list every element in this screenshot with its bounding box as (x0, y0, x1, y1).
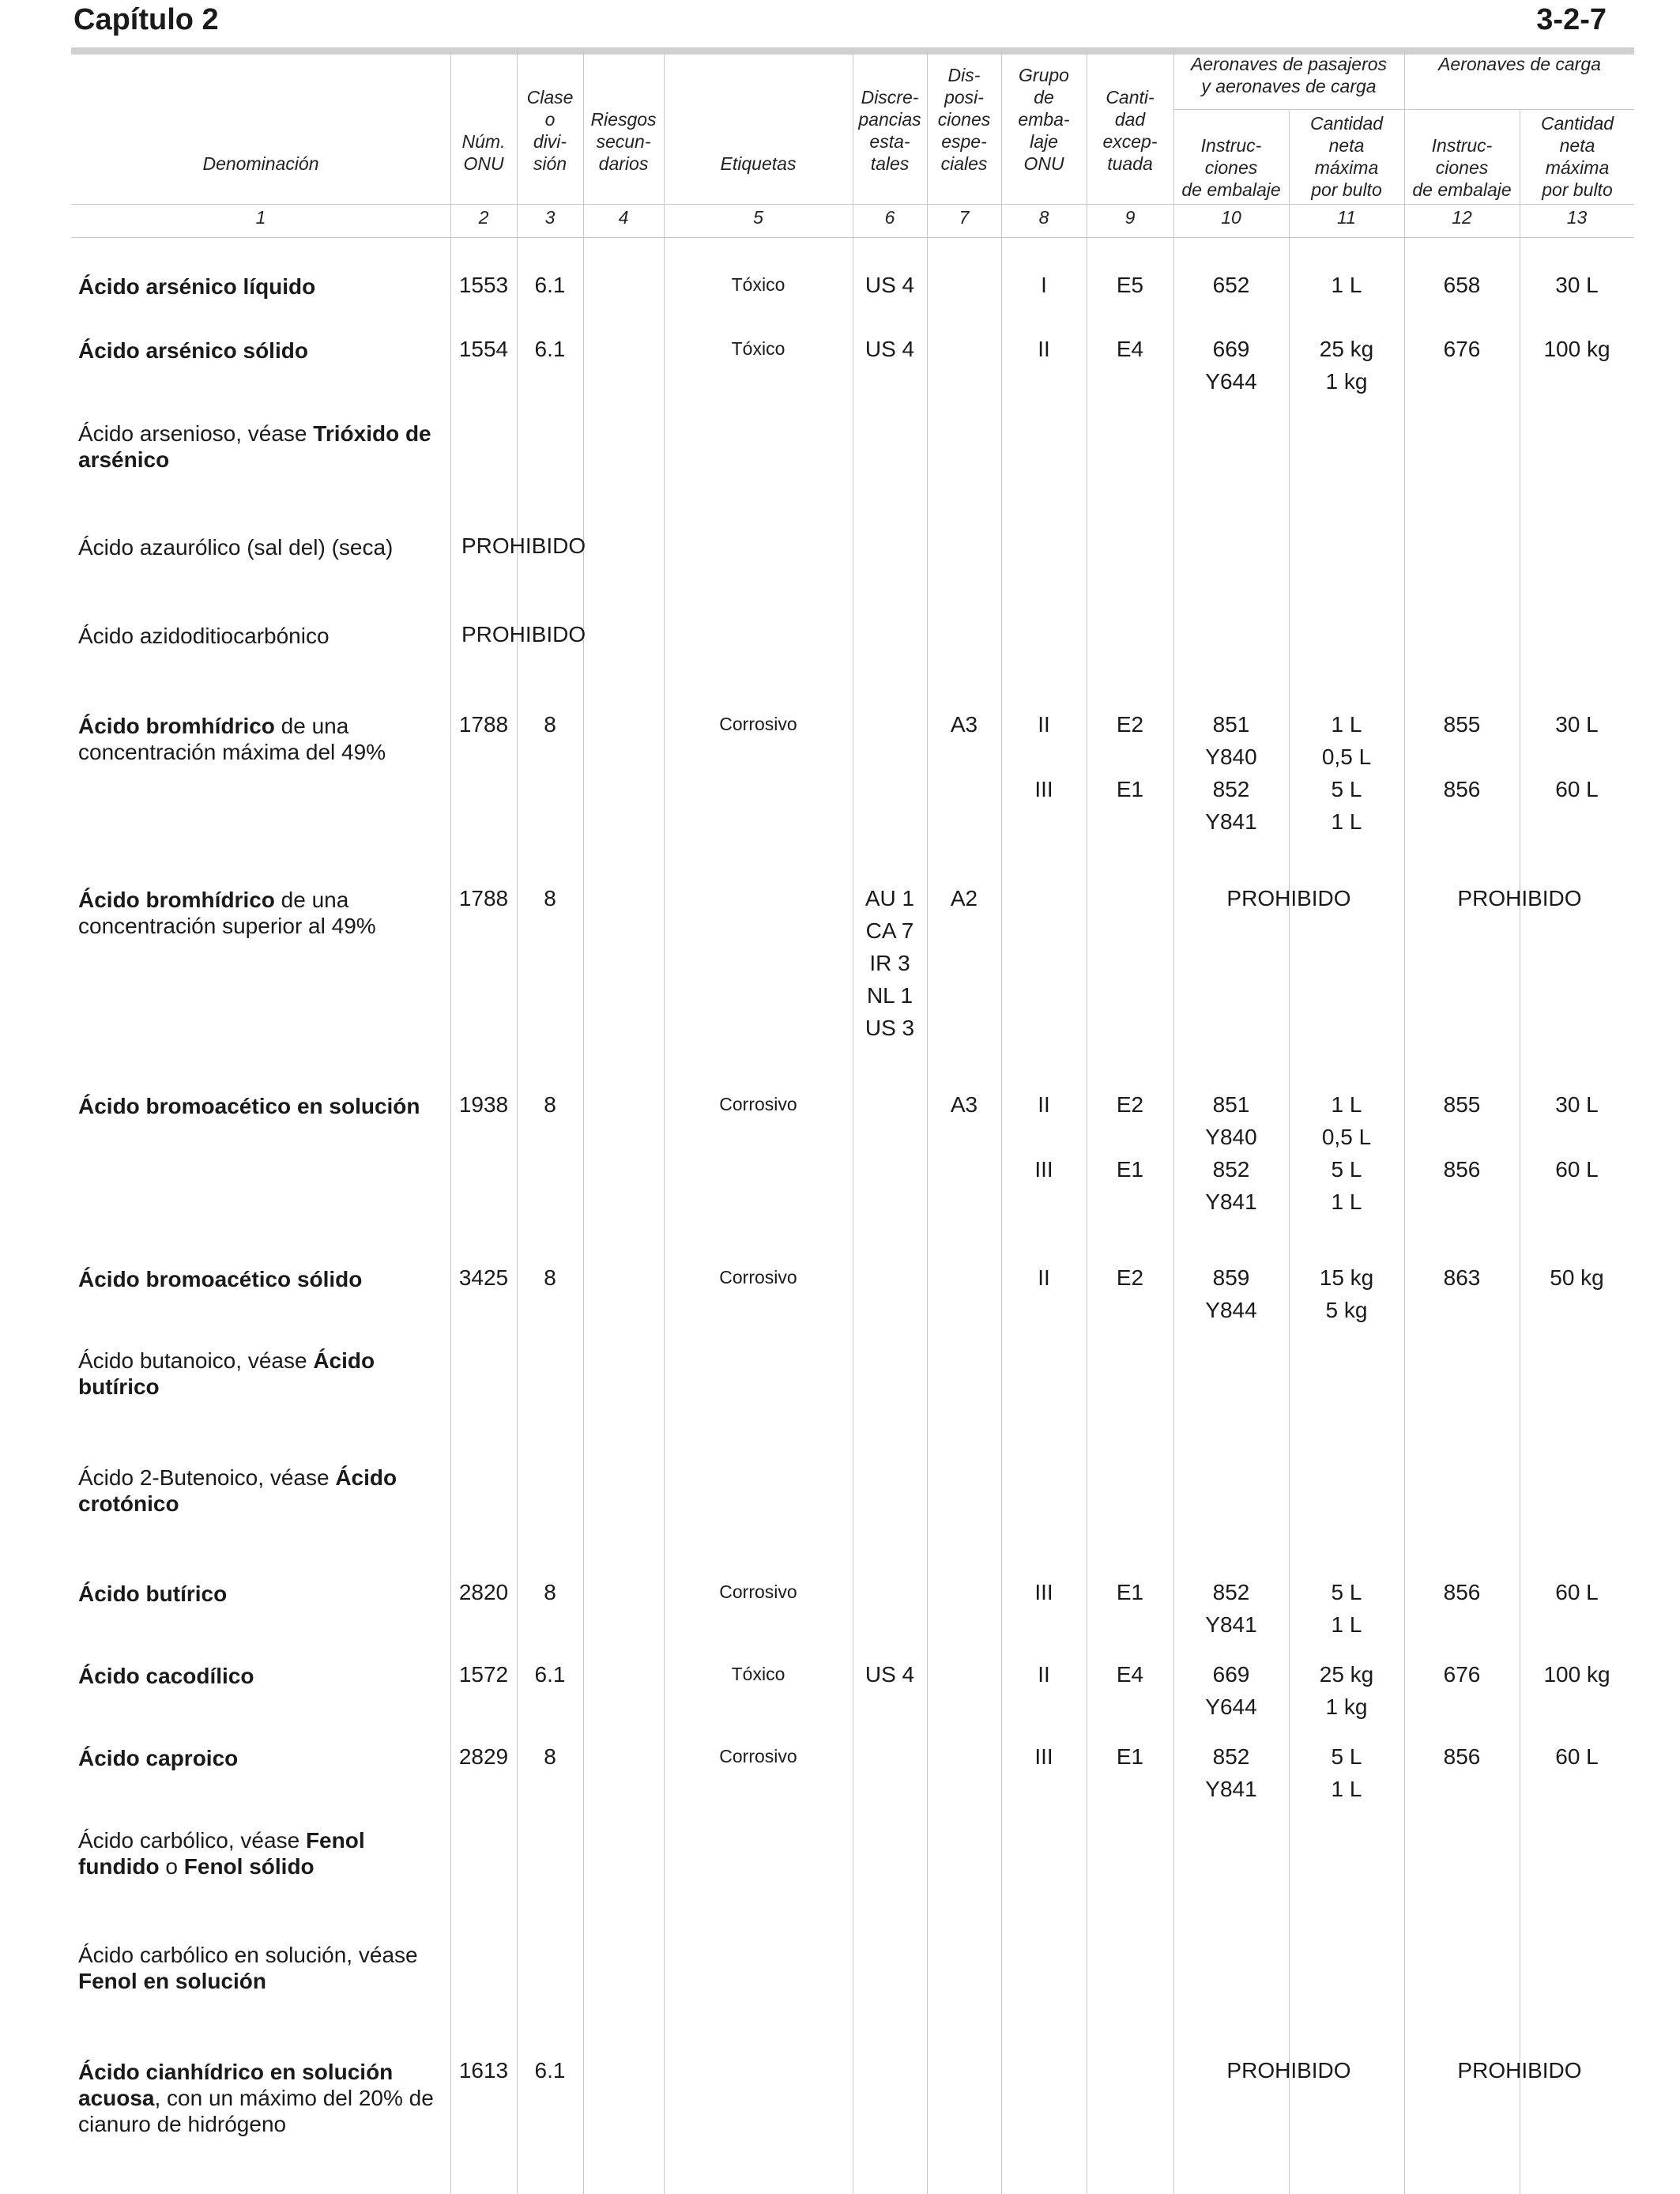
name-text-part: o (159, 1854, 184, 1879)
column-number: 6 (884, 207, 895, 228)
substance-name (78, 1663, 446, 1689)
name-bold-part: Ácido cacodílico (78, 1664, 254, 1688)
prohibited-text: PROHIBIDO (461, 533, 586, 558)
substance-name (78, 887, 446, 939)
col-header-etiquetas: Etiquetas (720, 153, 797, 174)
column-number-rule (71, 237, 1634, 238)
substance-name (78, 534, 446, 560)
max-quantity-pax: 1 L 0,5 L 5 L 1 L (1321, 1092, 1372, 1214)
prohibited-text: PROHIBIDO (461, 622, 586, 647)
prohibited-cargo: PROHIBIDO (1457, 2058, 1582, 2083)
hazard-label: Corrosivo (719, 1094, 797, 1114)
column-divider (517, 51, 518, 2194)
un-number: 1938 (458, 1092, 509, 1117)
col-header-cantidad-pax: Cantidad neta máxima por bulto (1309, 113, 1384, 200)
col-header-clase: Clase o divi- sión (526, 87, 574, 174)
max-quantity-pax: 5 L 1 L (1331, 1580, 1362, 1637)
hazard-label: Corrosivo (719, 714, 797, 734)
name-text-part: Ácido azaurólico (sal del) (seca) (78, 535, 394, 560)
name-text-part: Ácido carbólico, véase (78, 1828, 306, 1853)
max-quantity-cargo: 100 kg (1543, 337, 1610, 361)
prohibited-pax: PROHIBIDO (1226, 2058, 1351, 2083)
column-number: 13 (1566, 207, 1588, 228)
un-number: 1788 (458, 886, 509, 910)
header-bottom-rule (71, 204, 1634, 205)
name-bold-part: Ácido butírico (78, 1581, 228, 1606)
group-header-rule (1174, 109, 1634, 110)
un-number: 1554 (458, 337, 509, 361)
column-divider (664, 51, 665, 2194)
name-text-part: de una concentración máxima del 49% (78, 714, 386, 764)
substance-name (78, 337, 446, 364)
state-variations: US 4 (864, 273, 915, 297)
name-bold-part: Ácido cianhídrico en solución acuosa (78, 2060, 394, 2110)
class-division: 6.1 (534, 337, 566, 361)
name-bold-part: Ácido bromoacético sólido (78, 1267, 363, 1291)
col-header-cantidad-exceptuada: Canti- dad excep- tuada (1102, 87, 1158, 174)
class-division: 6.1 (534, 2058, 566, 2083)
substance-name (78, 623, 446, 649)
hazard-label: Corrosivo (719, 1746, 797, 1766)
substance-name (78, 420, 446, 473)
hazard-label: Tóxico (731, 274, 785, 295)
name-bold-part: Ácido crotónico (78, 1465, 397, 1516)
un-number: 1788 (458, 712, 509, 737)
special-provisions: A3 (950, 1092, 978, 1117)
max-quantity-pax: 25 kg 1 kg (1319, 1662, 1374, 1719)
hazard-label: Tóxico (731, 1664, 785, 1684)
packing-group: II (1038, 337, 1050, 361)
packing-instruction-cargo: 863 (1443, 1265, 1481, 1290)
substance-name (78, 273, 446, 300)
packing-instruction-cargo: 856 (1443, 1744, 1481, 1769)
substance-name (78, 2059, 446, 2137)
max-quantity-cargo: 50 kg (1550, 1265, 1604, 1290)
name-text-part: Ácido carbólico en solución, véase (78, 1943, 418, 1967)
substance-name (78, 1465, 446, 1517)
packing-instruction-pax: 851 Y840 852 Y841 (1205, 712, 1257, 834)
name-text-part: Ácido azidoditiocarbónico (78, 624, 330, 648)
column-number: 2 (478, 207, 489, 228)
special-provisions: A3 (950, 712, 978, 737)
excepted-quantity: E2 E1 (1116, 712, 1144, 801)
name-bold-part: Ácido bromhídrico (78, 888, 275, 912)
un-number: 3425 (458, 1265, 509, 1290)
substance-name (78, 1745, 446, 1771)
hazard-label: Tóxico (731, 338, 785, 359)
name-bold-part: Ácido arsénico líquido (78, 274, 316, 299)
column-number: 3 (544, 207, 556, 228)
column-number: 11 (1337, 207, 1356, 228)
max-quantity-pax: 25 kg 1 kg (1319, 337, 1374, 394)
name-text-part: Ácido butanoico, véase (78, 1348, 314, 1373)
max-quantity-pax: 15 kg 5 kg (1319, 1265, 1374, 1322)
col-header-disposiciones: Dis- posi- ciones espe- ciales (937, 65, 991, 174)
column-divider (583, 51, 584, 2194)
column-number: 1 (255, 207, 266, 228)
col-header-group-carga: Aeronaves de carga (1438, 54, 1601, 74)
column-number: 12 (1452, 207, 1472, 228)
column-divider (450, 51, 451, 2194)
name-bold-part: Ácido caproico (78, 1746, 239, 1770)
page-header (73, 0, 1607, 52)
packing-instruction-pax: 669 Y644 (1205, 337, 1257, 394)
packing-instruction-cargo: 855 856 (1443, 1092, 1481, 1182)
packing-instruction-pax: 851 Y840 852 Y841 (1205, 1092, 1257, 1214)
max-quantity-pax: 1 L (1331, 273, 1362, 297)
substance-name (78, 1266, 446, 1292)
packing-instruction-pax: 652 (1212, 273, 1250, 297)
max-quantity-pax: 1 L 0,5 L 5 L 1 L (1321, 712, 1372, 834)
packing-group: III (1034, 1580, 1053, 1604)
packing-instruction-cargo: 676 (1443, 1662, 1481, 1687)
page-number: 3-2-7 (1536, 3, 1607, 36)
special-provisions: A2 (950, 886, 978, 910)
class-division: 8 (544, 1580, 556, 1604)
un-number: 1613 (458, 2058, 509, 2083)
col-header-denominacion: Denominación (202, 153, 319, 174)
max-quantity-cargo: 30 L 60 L (1555, 1092, 1599, 1182)
excepted-quantity: E5 (1116, 273, 1144, 297)
name-bold-part: Ácido bromhídrico (78, 714, 275, 738)
max-quantity-cargo: 100 kg (1543, 1662, 1610, 1687)
name-bold-part: Fenol fundido (78, 1828, 365, 1879)
un-number: 2829 (458, 1744, 509, 1769)
column-number: 4 (618, 207, 629, 228)
class-division: 6.1 (534, 273, 566, 297)
packing-instruction-pax: 669 Y644 (1205, 1662, 1257, 1719)
un-number: 1572 (458, 1662, 509, 1687)
col-header-grupo-embalaje: Grupo de emba- laje ONU (1018, 65, 1070, 174)
max-quantity-cargo: 60 L (1555, 1580, 1599, 1604)
col-header-discrepancias: Discre- pancias esta- tales (858, 87, 921, 174)
name-bold-part: Ácido butírico (78, 1348, 375, 1399)
column-number: 7 (959, 207, 970, 228)
col-header-instrucciones-carga: Instruc- ciones de embalaje (1412, 135, 1512, 200)
max-quantity-cargo: 30 L (1555, 273, 1599, 297)
packing-group: II (1038, 1265, 1050, 1290)
column-number: 5 (753, 207, 763, 228)
packing-group: II III (1034, 712, 1053, 801)
substance-name (78, 1827, 446, 1879)
col-header-instrucciones-pax: Instruc- ciones de embalaje (1181, 135, 1281, 200)
packing-instruction-pax: 852 Y841 (1205, 1580, 1257, 1637)
hazard-label: Corrosivo (719, 1267, 797, 1287)
name-bold-part: Fenol en solución (78, 1969, 267, 1993)
un-number: 1553 (458, 273, 509, 297)
column-number: 8 (1038, 207, 1049, 228)
packing-instruction-cargo: 855 856 (1443, 712, 1481, 801)
col-header-riesgos: Riesgos secun- darios (590, 109, 657, 174)
chapter-title: Capítulo 2 (73, 3, 219, 36)
max-quantity-pax: 5 L 1 L (1331, 1744, 1362, 1801)
state-variations: US 4 (864, 1662, 915, 1687)
packing-group: II (1038, 1662, 1050, 1687)
excepted-quantity: E4 (1116, 1662, 1144, 1687)
substance-name (78, 1581, 446, 1607)
name-bold-part: Trióxido de arsénico (78, 421, 431, 472)
name-text-part: , con un máximo del 20% de cianuro de hidrógeno (78, 2086, 434, 2136)
class-division: 8 (544, 1092, 556, 1117)
excepted-quantity: E1 (1116, 1744, 1144, 1769)
packing-instruction-cargo: 658 (1443, 273, 1481, 297)
excepted-quantity: E4 (1116, 337, 1144, 361)
packing-instruction-pax: 859 Y844 (1205, 1265, 1257, 1322)
class-division: 8 (544, 1744, 556, 1769)
class-division: 8 (544, 886, 556, 910)
packing-instruction-cargo: 856 (1443, 1580, 1481, 1604)
name-bold-part: Ácido bromoacético en solución (78, 1094, 420, 1118)
name-text-part: Ácido 2-Butenoico, véase (78, 1465, 336, 1490)
packing-group: I (1041, 273, 1047, 297)
max-quantity-cargo: 60 L (1555, 1744, 1599, 1769)
packing-group: II III (1034, 1092, 1053, 1182)
substance-name (78, 1093, 446, 1119)
state-variations: US 4 (864, 337, 915, 361)
column-divider (927, 51, 928, 2194)
col-header-num-onu: Núm. ONU (461, 131, 506, 174)
packing-instruction-cargo: 676 (1443, 337, 1481, 361)
col-header-cantidad-carga: Cantidad neta máxima por bulto (1540, 113, 1614, 200)
substance-name (78, 713, 446, 765)
name-text-part: de una concentración superior al 49% (78, 888, 376, 938)
name-text-part: Ácido arsenioso, véase (78, 421, 314, 446)
col-header-group-pasajeros: Aeronaves de pasajeros y aeronaves de carga (1190, 54, 1388, 96)
excepted-quantity: E1 (1116, 1580, 1144, 1604)
excepted-quantity: E2 E1 (1116, 1092, 1144, 1182)
column-number: 9 (1124, 207, 1136, 228)
class-division: 6.1 (534, 1662, 566, 1687)
prohibited-cargo: PROHIBIDO (1457, 886, 1582, 910)
substance-name (78, 1348, 446, 1400)
column-number: 10 (1221, 207, 1241, 228)
class-division: 8 (544, 1265, 556, 1290)
name-bold-part: Ácido arsénico sólido (78, 338, 308, 363)
max-quantity-cargo: 30 L 60 L (1555, 712, 1599, 801)
un-number: 2820 (458, 1580, 509, 1604)
packing-group: III (1034, 1744, 1053, 1769)
hazard-label: Corrosivo (719, 1581, 797, 1602)
name-bold-part: Fenol sólido (183, 1854, 315, 1879)
packing-instruction-pax: 852 Y841 (1205, 1744, 1257, 1801)
state-variations: AU 1 CA 7 IR 3 NL 1 US 3 (864, 886, 915, 1040)
substance-name (78, 1942, 446, 1994)
excepted-quantity: E2 (1116, 1265, 1144, 1290)
class-division: 8 (544, 712, 556, 737)
prohibited-pax: PROHIBIDO (1226, 886, 1351, 910)
